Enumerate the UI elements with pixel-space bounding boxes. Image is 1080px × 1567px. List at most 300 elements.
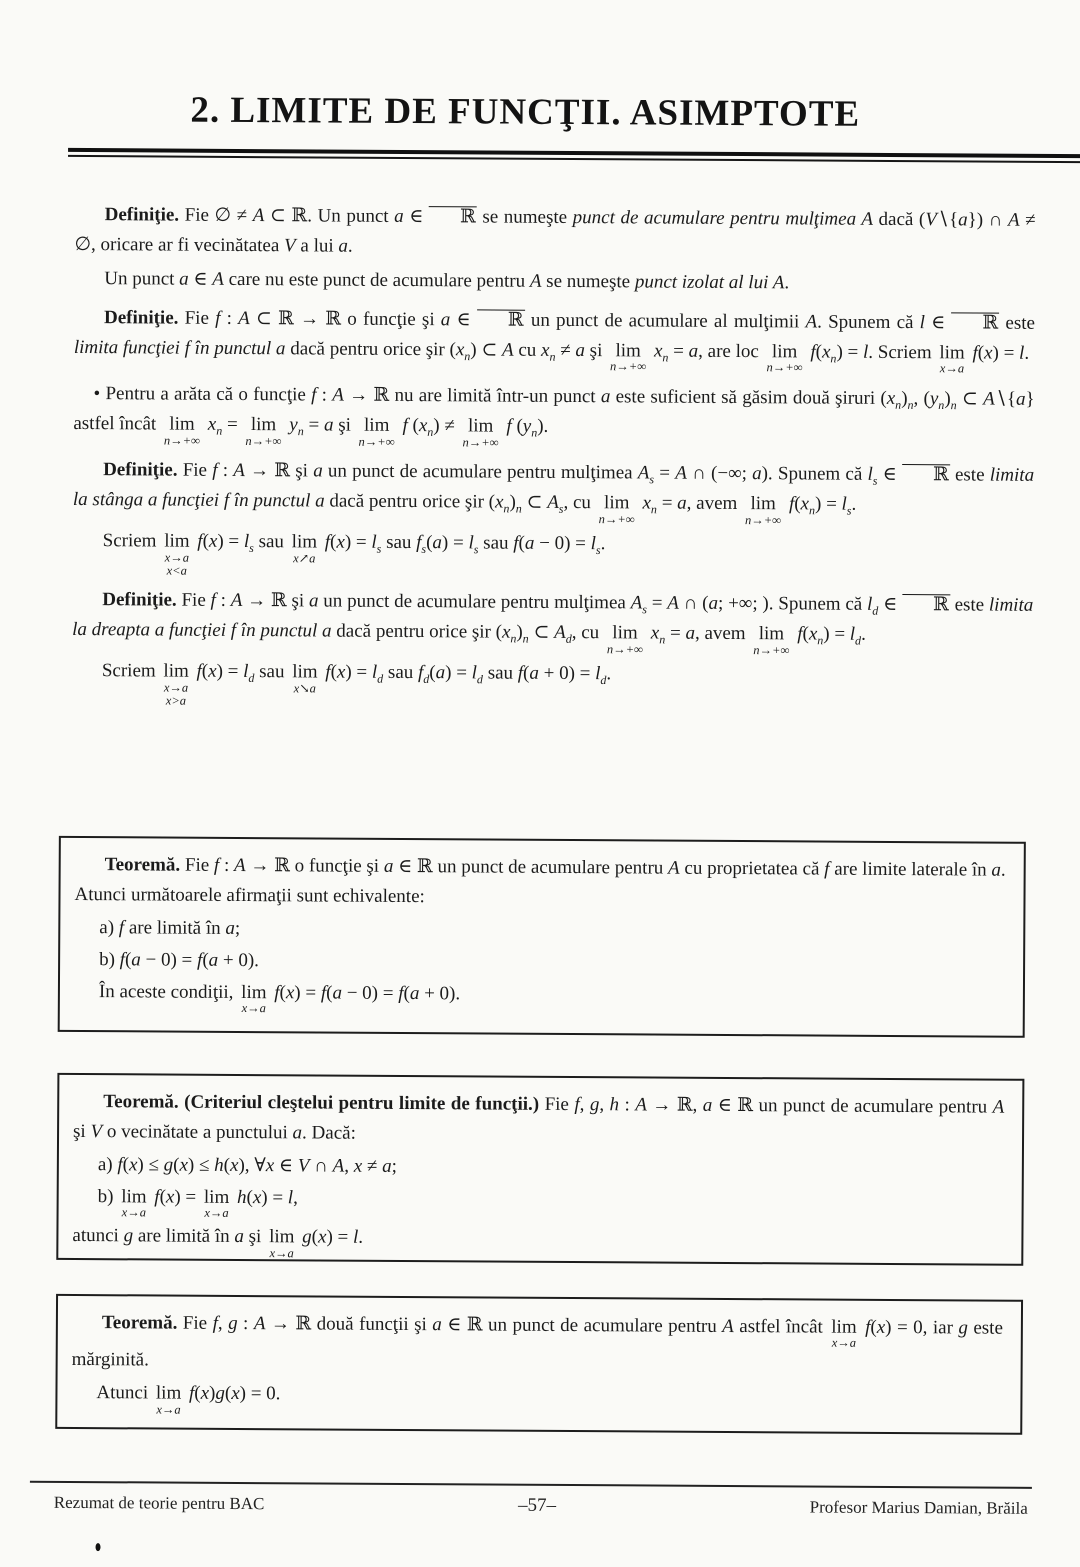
text-run: (: [122, 1154, 130, 1176]
text-run: a: [208, 949, 219, 971]
text-run: ) =: [217, 531, 245, 553]
text-run: s: [473, 542, 479, 557]
text-run: ): [901, 388, 908, 410]
text-run: a: [332, 982, 343, 1004]
text-run: ) = 0, iar: [885, 1316, 959, 1339]
text-run: sau: [253, 531, 289, 553]
text-run: (: [159, 1186, 167, 1208]
theorem-conclusion: [74, 977, 1005, 1020]
scan-artifact-dot: [96, 1543, 101, 1551]
text-run: d: [872, 603, 879, 618]
text-run: l: [595, 663, 601, 685]
text-run: Fie: [177, 459, 213, 482]
text-run: (: [224, 1383, 232, 1405]
text-run: ) =: [836, 341, 864, 363]
text-run: a): [99, 917, 119, 939]
text-run: dacă pentru orice şir (: [285, 338, 456, 361]
text-run: a: [432, 532, 443, 554]
text-run: a: [292, 1122, 303, 1144]
text-run: l: [371, 532, 377, 554]
text-run: ℝ: [902, 464, 950, 485]
text-run: l: [590, 533, 597, 555]
text-run: f: [154, 1186, 160, 1208]
text-run: → ℝ nu are limită într-un punct: [343, 384, 601, 408]
definition-limita-functiei: [74, 303, 1035, 376]
text-run: ∩: [309, 1155, 333, 1177]
text-run: se numeşte: [541, 270, 635, 293]
text-run: l: [862, 341, 869, 363]
definition-acumulare: [74, 200, 1035, 266]
text-run: .: [1024, 342, 1030, 364]
text-run: n: [938, 398, 945, 413]
text-run: ) =: [261, 1187, 288, 1209]
text-run: ,: [579, 1094, 590, 1116]
text-run: ∈: [188, 268, 213, 290]
text-run: =: [668, 340, 689, 362]
limit-operator: lim n→+∞: [358, 414, 395, 449]
text-run: l: [371, 662, 378, 684]
text-run: (: [429, 662, 436, 684]
text-run: x: [208, 661, 217, 683]
text-run: ∈: [403, 205, 430, 228]
limit-operator: lim x→a x>a: [163, 660, 189, 708]
text-run: (: [311, 1226, 319, 1248]
text-run: x: [336, 661, 346, 684]
text-run: (: [794, 493, 801, 515]
theorem-item-b: [73, 1182, 1004, 1225]
text-run: → ℝ,: [646, 1094, 703, 1116]
text-run: Scriem: [101, 660, 161, 682]
text-run: este: [999, 312, 1036, 334]
text-run: ∈ ℝ un punct de acumulare pentru: [393, 855, 669, 879]
text-run: ⊂: [521, 491, 548, 514]
text-run: f: [797, 623, 803, 645]
footer-left-label: Rezumat de teorie pentru BAC: [53, 1492, 265, 1514]
text-run: :: [215, 590, 231, 612]
text-run: . Dacă:: [302, 1122, 356, 1144]
keyword-run: Definiţie.: [104, 204, 180, 226]
text-run: y: [522, 415, 532, 437]
keyword-run: Teoremă.: [104, 854, 181, 876]
text-run: h: [214, 1154, 224, 1176]
text-run: a: [1015, 388, 1026, 410]
theorem-box-functie-marginita: [55, 1294, 1023, 1435]
text-run: f: [506, 415, 512, 437]
text-run: =: [646, 592, 668, 614]
text-run: . Atunci următoarele afirmaţii sunt echivalente:: [74, 859, 1006, 908]
text-run: d: [565, 632, 572, 647]
limit-operator: lim x→a: [241, 982, 267, 1016]
limit-operator: lim x→a: [831, 1316, 857, 1351]
text-run: A: [983, 388, 995, 410]
limit-operator: lim n→+∞: [462, 415, 499, 450]
keyword-run: Definiţie.: [102, 589, 177, 611]
text-run: x: [876, 1316, 886, 1338]
text-run: f: [210, 590, 216, 612]
text-run: V: [90, 1121, 103, 1143]
text-run: x: [252, 1187, 262, 1209]
text-run: h: [236, 1186, 247, 1209]
limit-operator: lim x→a: [203, 1186, 230, 1221]
text-run: − 0) =: [341, 982, 399, 1004]
paragraph-scriem-stanga: [72, 526, 1033, 582]
text-run: ): [944, 388, 951, 410]
text-run: (: [802, 623, 809, 645]
text-run: f: [513, 533, 519, 555]
theorem-box-limite-laterale: [58, 836, 1026, 1038]
text-run: ) =: [814, 493, 842, 515]
text-run: f: [402, 415, 408, 437]
text-run: (: [870, 1316, 877, 1338]
limit-operator: lim n→+∞: [598, 492, 635, 527]
paragraph-punct-izolat: [74, 264, 1035, 300]
text-run: x: [231, 1383, 240, 1405]
text-run: − 0) =: [140, 949, 198, 971]
text-run: Fie: [177, 1312, 213, 1334]
text-run: s: [558, 501, 564, 517]
text-run: f: [972, 342, 978, 364]
text-run: V: [925, 209, 937, 231]
text-run: .: [600, 533, 606, 555]
text-run: a: [179, 268, 189, 290]
text-run: Fie: [178, 307, 216, 329]
text-run: se numeşte: [476, 206, 573, 229]
text-run: A: [630, 592, 643, 614]
text-run: s: [249, 541, 254, 556]
text-run: un punct de acumulare pentru mulţimea: [322, 460, 638, 484]
text-run: a: [688, 340, 699, 362]
text-run: astfel încât: [733, 1316, 829, 1338]
text-run: A: [667, 592, 679, 614]
text-run: d: [855, 633, 862, 648]
footer-rule: [30, 1481, 1032, 1489]
text-run: ⊂: [528, 622, 555, 644]
limit-operator: lim x→a: [269, 1226, 295, 1260]
text-run: s: [642, 602, 647, 617]
text-run: f: [213, 854, 220, 876]
text-run: punct de acumulare pentru mulţimea A: [572, 207, 874, 230]
text-run: (: [202, 949, 209, 971]
text-run: Atunci: [96, 1382, 154, 1404]
text-run: a: [685, 622, 696, 645]
text-run: ) ≤: [187, 1154, 215, 1176]
text-run: ): [516, 621, 523, 643]
text-run: f: [197, 531, 203, 553]
text-run: x: [208, 531, 218, 553]
text-run: A: [212, 268, 224, 290]
text-run: , avem: [694, 623, 751, 645]
text-run: Fie ∅ ≠: [179, 204, 253, 227]
text-run: f: [196, 661, 202, 683]
text-run: a: [394, 205, 404, 227]
text-run: f: [517, 663, 524, 685]
text-run: x: [808, 623, 818, 645]
text-run: .: [784, 272, 790, 294]
text-run: A: [547, 492, 559, 514]
limit-operator: lim x→a: [155, 1382, 182, 1417]
text-run: ) =: [445, 662, 472, 684]
text-run: A: [529, 270, 542, 292]
text-run: atunci: [72, 1225, 124, 1247]
text-run: ) ≠: [433, 415, 460, 437]
text-run: limita la stânga a funcţiei f în punctul a: [72, 464, 1035, 512]
text-run: şi: [584, 340, 608, 362]
text-run: s: [376, 541, 382, 557]
text-run: x: [821, 341, 831, 363]
theorem-item-a: [73, 1150, 1004, 1186]
limit-operator: lim n→+∞: [744, 493, 782, 527]
text-run: n: [950, 398, 957, 413]
text-run: (: [194, 1382, 201, 1404]
text-run: x: [455, 339, 465, 361]
text-run: Fie: [176, 589, 211, 612]
text-run: x: [353, 1155, 363, 1177]
text-run: sau: [482, 662, 518, 685]
text-run: ) =: [992, 342, 1020, 364]
text-run: A: [722, 1315, 734, 1338]
text-run: , (: [913, 388, 930, 410]
text-run: este mărginită.: [71, 1317, 1003, 1371]
text-run: ∈ ℝ un punct de acumulare pentru: [441, 1314, 723, 1337]
theorem-item-b: [74, 945, 1005, 981]
text-run: (: [403, 982, 410, 1005]
text-run: sau: [383, 662, 419, 684]
theorem-conclusion: [72, 1221, 1003, 1264]
text-run: n: [216, 423, 223, 438]
text-run: ): [509, 491, 516, 513]
text-run: f: [398, 982, 404, 1004]
text-run: f: [324, 531, 331, 553]
text-run: l: [919, 312, 926, 334]
text-run: x: [207, 413, 217, 435]
text-run: l: [471, 662, 478, 684]
text-run: , cu: [571, 622, 605, 644]
text-run: l: [352, 1226, 359, 1248]
text-run: A: [230, 590, 243, 612]
text-run: l: [243, 661, 249, 683]
limit-operator: lim n→+∞: [163, 413, 201, 448]
text-run: f: [788, 493, 795, 515]
text-run: (: [223, 1154, 231, 1176]
text-run: b): [99, 949, 120, 971]
text-run: ,: [599, 1094, 610, 1116]
text-run: este: [949, 464, 990, 486]
text-run: A: [805, 311, 818, 333]
text-run: a: [440, 309, 451, 331]
text-run: l: [1019, 342, 1025, 364]
text-run: un punct de acumulare al mulţimii: [524, 309, 806, 333]
text-run: A: [637, 462, 650, 484]
text-run: n: [427, 425, 434, 440]
text-run: =: [303, 414, 325, 436]
text-run: a: [752, 463, 762, 485]
text-run: care nu este punct de acumulare pentru: [223, 268, 530, 292]
text-run: s: [846, 503, 852, 518]
page-number: –57–: [517, 1494, 557, 1516]
limit-operator: lim n→+∞: [766, 341, 803, 375]
text-run: l: [287, 1187, 294, 1209]
text-run: x: [285, 982, 295, 1004]
text-run: n: [659, 632, 666, 647]
text-run: (: [815, 341, 823, 363]
text-run: (: [279, 982, 286, 1004]
text-run: În aceste condiţii,: [98, 981, 239, 1003]
text-run: x: [179, 1154, 189, 1176]
text-run: a: [323, 414, 334, 436]
text-run: g: [958, 1317, 968, 1339]
text-run: n: [464, 349, 471, 364]
limit-operator: lim x↘a: [292, 661, 318, 696]
page-footer: [54, 1492, 1028, 1520]
text-run: A: [554, 622, 566, 644]
text-run: (: [246, 1187, 253, 1209]
page-title: 2. LIMITE DE FUNCŢII. ASIMPTOTE: [190, 89, 861, 135]
theorem-statement: [73, 1087, 1004, 1153]
text-run: ), ∀: [238, 1154, 266, 1177]
text-run: , avem: [686, 492, 743, 515]
text-run: ) =: [823, 623, 850, 645]
text-run: cu: [513, 339, 542, 361]
text-run: a lui: [295, 235, 339, 257]
text-run: g: [163, 1154, 174, 1176]
text-run: f: [325, 661, 331, 683]
text-run: y: [289, 414, 298, 436]
text-run: f: [212, 460, 218, 482]
text-run: + 0) =: [538, 663, 596, 685]
text-run: f: [320, 982, 327, 1004]
text-run: ≠: [362, 1155, 383, 1177]
text-run: (: [330, 531, 337, 553]
text-run: g: [589, 1094, 600, 1116]
text-run: (: [518, 533, 525, 555]
text-run: ;: [391, 1155, 397, 1177]
text-run: ) =: [441, 532, 469, 554]
text-run: a: [308, 590, 319, 612]
text-run: f: [197, 949, 203, 971]
text-run: f: [117, 1154, 123, 1176]
text-run: A: [233, 460, 245, 482]
text-run: n: [531, 425, 538, 440]
text-run: ∩ (: [678, 592, 709, 615]
text-run: l: [867, 464, 873, 486]
text-run: x: [653, 340, 663, 362]
text-run: n: [817, 633, 824, 648]
text-run: − 0) =: [534, 533, 591, 555]
text-run: , cu: [563, 492, 596, 514]
text-run: g: [228, 1312, 238, 1334]
text-run: + 0).: [419, 983, 461, 1005]
text-run: n: [297, 424, 304, 439]
text-run: d: [377, 671, 384, 687]
text-run: (: [511, 415, 523, 437]
text-run: a: [131, 949, 141, 971]
text-run: d: [248, 671, 255, 686]
text-run: x: [418, 415, 428, 437]
text-run: x: [541, 339, 550, 361]
text-run: sau: [254, 661, 290, 683]
text-run: f: [311, 384, 317, 406]
text-run: şi: [73, 1120, 91, 1143]
text-run: ∖{: [936, 209, 959, 231]
text-run: x: [642, 492, 652, 514]
text-run: .: [851, 493, 857, 515]
text-run: :: [220, 307, 239, 329]
text-run: n: [650, 502, 657, 517]
text-run: a: [708, 593, 719, 615]
text-run: x: [229, 1154, 239, 1176]
text-run: ∖{: [994, 388, 1017, 410]
text-run: d: [600, 673, 607, 688]
text-run: x: [265, 1155, 275, 1177]
text-run: f: [212, 1312, 218, 1334]
text-run: ) = 0.: [239, 1383, 281, 1405]
text-run: este suficient să găsim două şiruri (: [610, 386, 887, 410]
text-run: l: [841, 493, 847, 515]
text-run: punct izolat al lui A: [634, 271, 785, 294]
text-run: ∈: [450, 309, 477, 331]
keyword-run: Teoremă. (Criteriul cleştelui pentru limite de funcţii.): [103, 1091, 540, 1115]
text-run: x: [984, 342, 993, 364]
text-run: ∈: [877, 464, 903, 486]
text-run: a: [225, 917, 235, 939]
limit-operator: lim n→+∞: [606, 622, 644, 657]
text-run: → ℝ şi: [242, 590, 310, 612]
text-run: a: [600, 386, 611, 408]
text-run: ℝ: [477, 309, 525, 330]
keyword-run: Definiţie.: [103, 459, 178, 481]
text-run: este: [949, 594, 990, 616]
text-run: ) =: [174, 1186, 201, 1208]
text-run: ).: [537, 415, 549, 437]
text-run: a: [702, 1094, 713, 1116]
text-run: A: [992, 1096, 1005, 1118]
text-run: ; +∞; ). Spunem că: [717, 593, 868, 616]
text-run: ∈: [878, 594, 903, 616]
text-run: (: [201, 661, 209, 683]
definition-limita-stanga: [73, 455, 1034, 528]
text-run: f: [824, 858, 830, 880]
theorem-statement: [72, 1308, 1003, 1381]
text-run: l: [849, 623, 856, 645]
text-run: Scriem: [102, 530, 162, 552]
text-run: b): [97, 1186, 119, 1208]
text-run: a: [382, 1155, 392, 1177]
text-run: dacă pentru orice şir (: [331, 620, 503, 643]
text-run: s: [649, 472, 655, 487]
text-run: + 0).: [218, 949, 260, 972]
text-run: } astfel încât: [73, 388, 1035, 435]
text-run: (: [124, 949, 132, 971]
text-run: ,: [293, 1187, 298, 1209]
text-run: x: [128, 1154, 138, 1176]
text-run: A: [1007, 209, 1020, 231]
limit-operator: lim n→+∞: [753, 623, 790, 657]
text-run: f: [119, 949, 126, 971]
text-run: A: [332, 384, 344, 406]
text-run: f: [810, 341, 816, 363]
text-run: ) =: [294, 982, 321, 1004]
text-run: ;: [234, 917, 241, 939]
text-run: x: [317, 1226, 327, 1248]
text-run: .: [358, 1226, 364, 1248]
text-run: h: [609, 1094, 620, 1116]
text-run: limita funcţiei f în punctul a: [73, 336, 286, 360]
text-run: s: [595, 543, 601, 558]
text-run: l: [243, 531, 250, 553]
text-run: ≠: [555, 339, 576, 362]
text-run: ℝ: [902, 594, 950, 615]
text-run: .: [347, 235, 353, 257]
